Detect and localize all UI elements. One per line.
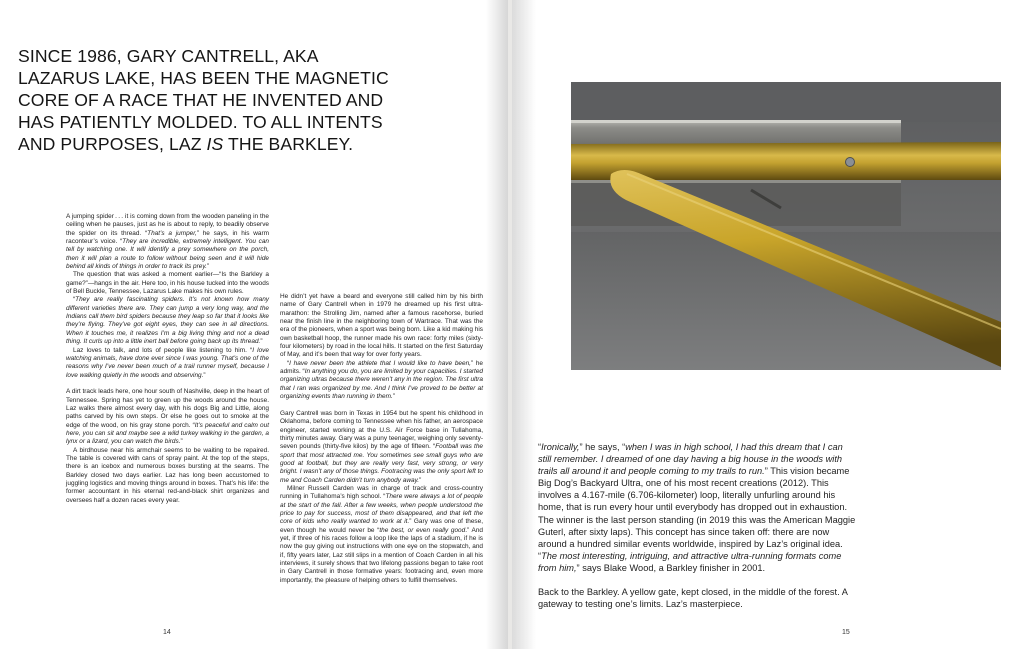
paragraph: A dirt track leads here, one hour south of Nashville, deep in the heart of Tennessee. Spring has yet to green up the woods around the house. Laz walks there almost every day, with his dogs Big and Little, along paths carved by his own steps. Or else he goes out to smoke at the edge of the wood, on his gray stone porch. “It’s peaceful and calm out here, you can sit and maybe see a wild turkey walking in the garden, a lynx or a lizard, you can watch the birds.” bbox=[66, 388, 269, 446]
paragraph: Back to the Barkley. A yellow gate, kept closed, in the middle of the forest. A gateway to testing one’s limits. Laz’s masterpiece. bbox=[538, 587, 848, 610]
headline bbox=[18, 45, 398, 155]
paragraph: Milner Russell Carden was in charge of track and cross-country running in Tullahoma’s high school. “There were always a lot of people at the start of the fall. After a few weeks, when people understood the price to pay for success, most of them disappeared, and that left the core of kids who really wanted to work at it.” Gary was one of these, even though he would never be “the best, or even really good.” And yet, if three of his races follow a loop like the laps of a stadium, if he is now the guy giving out instructions with one eye on the stopwatch, and if, fifty years later, Laz still slips in a mention of Coach Carden in all his interviews, it surely shows that two lifelong passions began to take root in Gary Cantrell in those formative years: footracing and, even more importantly, the pleasure of helping others to fulfill themselves. bbox=[280, 484, 483, 584]
paragraph: He didn’t yet have a beard and everyone still called him by his birth name of Gary Cantrell when in 1979 he dreamed up his first ultra-marathon: the Strolling Jim, named after a famous racehorse, buried near the finish line in the neighboring town of Wartrace. That was the era of the pioneers, when a sport was being born. Like a kid making his own basketball hoop, the runner made his own race: forty miles (sixty-four kilometers) by road in the local hills. It started on the first Saturday of May, and it’s been that way for over forty years. bbox=[280, 293, 483, 359]
headline-text-end: THE BARKLEY. bbox=[223, 134, 354, 154]
spine-shadow-left bbox=[486, 0, 508, 649]
headline-text: SINCE 1986, GARY CANTRELL, AKA LAZARUS LAKE, HAS BEEN THE MAGNETIC CORE OF A RACE THAT HE INVENTED AND HAS PATIENTLY MOLDED. TO ALL INTENTS AND PURPOSES, LAZ bbox=[18, 46, 389, 154]
paragraph: Gary Cantrell was born in Texas in 1954 but he spent his childhood in Oklahoma, before coming to Tennessee when his father, an aerospace engineer, started working at the U.S. Air Force base in Tullahoma, thirty minutes away. Gary was a puny teenager, weighing only seventy-seven pounds (thirty-five kilos) by the age of fifteen. “Football was the sport that most attracted me. You sometimes see small guys who are good at football, but they are really very fast, very strong, or very bright. I wasn’t any of those things. Footracing was the only sport left to me and Coach Carden didn’t turn anybody away.” bbox=[280, 409, 483, 484]
headline-emphasis: IS bbox=[206, 134, 224, 154]
right-page bbox=[512, 0, 1020, 649]
paragraph: Laz loves to talk, and lots of people like listening to him. “I love watching animals, have done ever since I was young. That’s one of the reasons why I’ve never been much of a trail runner myself, because I love walking quietly in the woods and observing.” bbox=[66, 346, 269, 379]
gate-photo-illustration bbox=[571, 82, 1001, 370]
page-number-left: 14 bbox=[163, 629, 171, 636]
paragraph: “Ironically,” he says, “when I was in high school, I had this dream that I can still remember. I dreamed of one day having a big house in the woods with trails all around it and people coming to my trails to run.” This vision became Big Dog’s Backyard Ultra, one of his most recent creations (2012). This involves a 4.167-mile (6.706-kilometer) loop, literally unfurling around his home, that is run every hour until everybody has dropped out in exhaustion. The winner is the last person standing (in 2019 this was the American Maggie Guterl, after sixty laps). This concept has since taken off: there are now around a hundred similar events worldwide, inspired by Laz’s original idea. “The most interesting, intriguing, and attractive ultra-running formats come from him,” says Blake Wood, a Barkley finisher in 2001. bbox=[538, 442, 856, 573]
paragraph: “They are really fascinating spiders. It’s not known how many different varieties there are. They can jump a very long way, and the Indians call them bird spiders because they leap so far that it looks like they’re flying. They’ve got eight eyes, they can see in all directions. When it touches me, it realizes I’m a big living thing and not a dead thing. It curls up into a little inert ball before going back up its thread.” bbox=[66, 296, 269, 346]
paragraph: “I have never been the athlete that I would like to have been,” he admits. “In anything you do, you are limited by your capacities. I started organizing ultras because there weren’t any in the region. The first ultra that I ran was organized by me. And I think I’ve proved to be better at organizing events than running in them.” bbox=[280, 359, 484, 401]
paragraph: A jumping spider . . . it is coming down from the wooden paneling in the ceiling when he pauses, just as he is about to reply, to beadily observe the spider on its thread. “That’s a jumper,” he says, in his warm raconteur’s voice. “They are incredible, extremely intelligent. You can tell by watching one. It will identify a prey somewhere on the porch, then it will plan a route to follow without being seen and it will hide behind all kinds of things in order to track its prey.” bbox=[66, 213, 269, 271]
text-column-3 bbox=[538, 441, 858, 610]
paragraph: A birdhouse near his armchair seems to be waiting to be repaired. The table is covered with cans of spray paint. At the top of the steps, there is an icebox and numerous boxes bursting at the seams. The Barkley closed two days earlier. Laz has long been accustomed to juggling logistics and moving things around in boxes. That’s his life: the former accountant in his eternal red-and-black shirt organizes and oversees half a dozen races every year. bbox=[66, 446, 269, 504]
text-column-1 bbox=[66, 213, 269, 505]
spine-shadow-right bbox=[512, 0, 536, 649]
text-column-2 bbox=[280, 293, 483, 585]
page-number-right: 15 bbox=[842, 629, 850, 636]
left-page bbox=[0, 0, 508, 649]
yellow-gate-photo bbox=[571, 82, 1001, 370]
paragraph: The question that was asked a moment earlier—“Is the Barkley a game?”—hangs in the air. Here too, in his house tucked into the woods of Bell Buckle, Tennessee, Lazarus Lake makes his own rules. bbox=[66, 271, 269, 296]
